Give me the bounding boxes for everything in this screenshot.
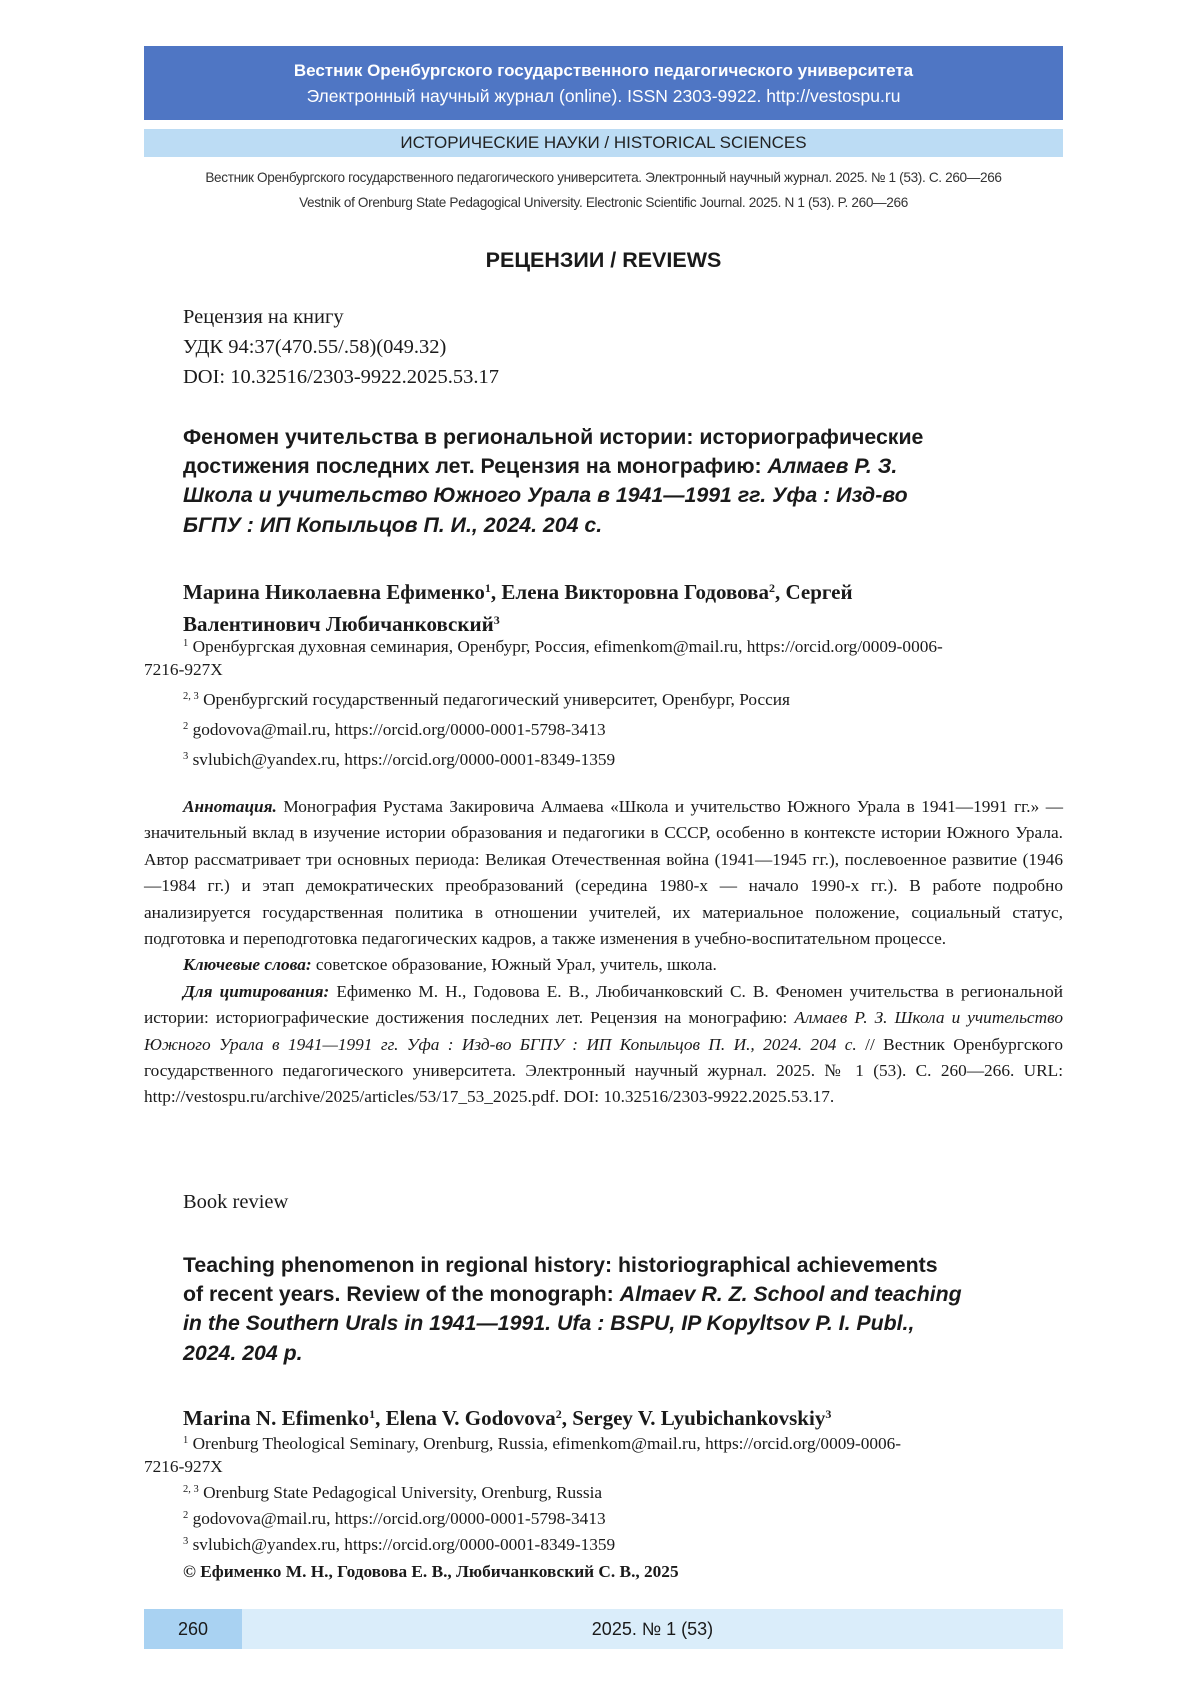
affiliation-ru-23-sup: 2, 3	[183, 691, 199, 702]
article-title-en	[183, 1251, 1063, 1368]
author-ru-2-sup: 2	[768, 581, 775, 595]
article-title-ru	[183, 423, 1063, 540]
affiliation-ru-3	[144, 745, 1063, 771]
udc: УДК 94:37(470.55/.58)(049.32)	[183, 336, 447, 358]
authors-en	[183, 1400, 1063, 1432]
affiliation-ru-1-cont: 7216-927X	[144, 660, 223, 679]
title-ru-line-1: Феномен учительства в региональной истории: историографические	[183, 425, 924, 449]
affiliation-en-1-text: Orenburg Theological Seminary, Orenburg, Russia, efimenkom@mail.ru, https://orcid.org/0009-0006-	[192, 1434, 902, 1453]
abstract-label: Аннотация.	[183, 797, 277, 816]
title-ru-line-2-italic: Алмаев Р. З.	[767, 454, 898, 479]
affiliation-ru-23	[144, 685, 1063, 711]
affiliation-ru-2-text: godovova@mail.ru, https://orcid.org/0000-0001-5798-3413	[192, 720, 606, 739]
title-en-line-4: 2024. 204 p.	[183, 1340, 303, 1365]
author-ru-1-sup: 1	[484, 581, 491, 595]
doi: DOI: 10.32516/2303-9922.2025.53.17	[183, 366, 500, 388]
author-en-1: Marina N. Efimenko	[183, 1406, 370, 1430]
title-ru-line-2	[183, 452, 1063, 481]
affiliation-ru-3-text: svlubich@yandex.ru, https://orcid.org/0000-0001-8349-1359	[192, 750, 616, 769]
affiliation-en-2	[144, 1504, 1063, 1530]
page-number: 260	[144, 1609, 242, 1649]
affiliation-ru-1-sup: 1	[183, 638, 189, 649]
keywords-label: Ключевые слова:	[183, 955, 312, 975]
affiliation-en-1-sup: 1	[183, 1435, 189, 1446]
authors-en-line-1: Marina N. Efimenko$^1$, Elena V. Godovova$^2$, Sergey V. Lyubichankovskiy$^3$	[183, 1406, 832, 1430]
authors-ru	[183, 574, 1063, 638]
affiliation-ru-1-text: Оренбургская духовная семинария, Оренбург, Россия, efimenkom@mail.ru, https://orcid.org/0009-0006-	[192, 637, 943, 656]
citing-text-2: // Вестник Оренбургского государственного педагогического университета. Электронный научный журнал. 2025. № 1 (53). С. 260—266. URL: http://vestospu.ru/archive/2025/articles/53/17_53_2025.pdf. DOI: 10.32516/2303-9922.2025.53.17.	[144, 1034, 1063, 1107]
affiliations-ru	[144, 632, 1063, 771]
affiliation-ru-1	[144, 632, 1063, 658]
article-type-en: Book review	[183, 1191, 289, 1213]
author-en-2-sup: 2	[555, 1407, 562, 1421]
title-en-line-2	[183, 1280, 1063, 1309]
abstract-paragraph	[144, 794, 1063, 952]
affiliation-ru-2	[144, 715, 1063, 741]
article-type-ru: Рецензия на книгу	[183, 306, 344, 328]
author-en-1-sup: 1	[369, 1407, 376, 1421]
affiliation-en-3-text: svlubich@yandex.ru, https://orcid.org/0000-0001-8349-1359	[192, 1535, 616, 1554]
author-ru-3-sup: 3	[493, 613, 500, 627]
affiliation-en-3	[144, 1530, 1063, 1556]
title-ru-line-2-plain: достижения последних лет. Рецензия на монографию:	[183, 454, 768, 479]
journal-title: Вестник Оренбургского государственного педагогического университета	[293, 61, 914, 80]
author-ru-3-first: Сергей	[785, 580, 853, 604]
author-ru-3-rest: Валентинович Любичанковский	[183, 612, 494, 636]
affiliation-ru-2-sup: 2	[183, 721, 189, 732]
affiliation-en-2-sup: 2	[183, 1510, 189, 1521]
author-ru-2: Елена Викторовна Годовова	[501, 580, 769, 604]
citing-label: Для цитирования:	[183, 981, 330, 1001]
citing-paragraph	[144, 979, 1063, 1111]
affiliation-ru-23-text: Оренбургский государственный педагогический университет, Оренбург, Россия	[203, 690, 790, 709]
title-en-line-3: in the Southern Urals in 1941—1991. Ufa : BSPU, IP Kopyltsov P. I. Publ.,	[183, 1311, 915, 1336]
affiliation-en-1	[144, 1429, 1063, 1455]
affiliation-ru-3-sup: 3	[183, 751, 189, 762]
author-ru-1: Марина Николаевна Ефименко	[183, 580, 485, 604]
affiliations-en	[144, 1429, 1063, 1556]
author-en-3: Sergey V. Lyubichankovskiy	[572, 1406, 826, 1430]
affiliation-en-23	[144, 1478, 1063, 1504]
abstract-text: Монография Рустама Закировича Алмаева «Школа и учительство Южного Урала в 1941—1991 гг.» — значительный вклад в изучение истории образования и педагогики в СССР, особенно в контексте истории Южного Урала. Автор рассматривает три основных периода: Великая Отечественная война (1941—1945 гг.), послевоенное развитие (1946—1984 гг.) и этап демократических преобразований (середина 1980-х — начало 1990-х гг.). В работе подробно анализируется государственная политика в отношении учителей, их материальное положение, социальный статус, подготовка и переподготовка педагогических кадров, а также изменения в учебно-воспитательном процессе.	[144, 797, 1063, 949]
journal-banner	[144, 46, 1063, 120]
affiliation-en-1-cont: 7216-927X	[144, 1457, 223, 1476]
citation-en-line: Vestnik of Orenburg State Pedagogical University. Electronic Scientific Journal. 2025. N 1 (53). P. 260—266	[299, 195, 908, 210]
keywords-paragraph	[144, 952, 1063, 978]
affiliation-en-2-text: godovova@mail.ru, https://orcid.org/0000-0001-5798-3413	[192, 1509, 606, 1528]
citing-text-1: Ефименко М. Н., Годовова Е. В., Любичанковский С. В. Феномен учительства в региональной истории: историографические достижения последних лет. Рецензия на монографию:	[144, 981, 1063, 1028]
title-en-line-2-italic: Almaev R. Z. School and teaching	[619, 1282, 962, 1307]
authors-ru-line-1: Марина Николаевна Ефименко$^1$, Елена Викторовна Годовова$^2$, Сергей	[183, 580, 853, 604]
affiliation-en-23-text: Orenburg State Pedagogical University, Orenburg, Russia	[203, 1483, 603, 1502]
title-ru-line-4: БГПУ : ИП Копыльцов П. И., 2024. 204 с.	[183, 512, 603, 537]
title-en-line-2-plain: of recent years. Review of the monograph:	[183, 1282, 620, 1307]
citation-ru-line: Вестник Оренбургского государственного педагогического университета. Электронный научный журнал. 2025. № 1 (53). С. 260—266	[205, 170, 1002, 185]
journal-subtitle: Электронный научный журнал (online). ISSN 2303-9922. http://vestospu.ru	[306, 86, 901, 106]
title-ru-line-3: Школа и учительство Южного Урала в 1941—1991 гг. Уфа : Изд-во	[183, 483, 908, 508]
author-en-3-sup: 3	[825, 1407, 832, 1421]
title-en-line-1: Teaching phenomenon in regional history: historiographical achievements	[183, 1253, 938, 1277]
section-bar: ИСТОРИЧЕСКИЕ НАУКИ / HISTORICAL SCIENCES	[144, 129, 1063, 157]
affiliation-en-3-sup: 3	[183, 1536, 189, 1547]
author-en-2: Elena V. Godovova	[385, 1406, 556, 1430]
citing-italic: Алмаев Р. З. Школа и учительство Южного Урала в 1941—1991 гг. Уфа : Изд-во БГПУ : ИП Копыльцов П. И., 2024. 204 с.	[144, 1008, 1063, 1054]
abstract-block	[144, 794, 1063, 1111]
copyright-line: © Ефименко М. Н., Годовова Е. В., Любичанковский С. В., 2025	[183, 1562, 679, 1581]
affiliation-en-23-sup: 2, 3	[183, 1484, 199, 1495]
keywords-text: советское образование, Южный Урал, учитель, школа.	[311, 955, 717, 975]
issue-label: 2025. № 1 (53)	[242, 1609, 1063, 1649]
rubric-heading: РЕЦЕНЗИИ / REVIEWS	[485, 248, 722, 272]
